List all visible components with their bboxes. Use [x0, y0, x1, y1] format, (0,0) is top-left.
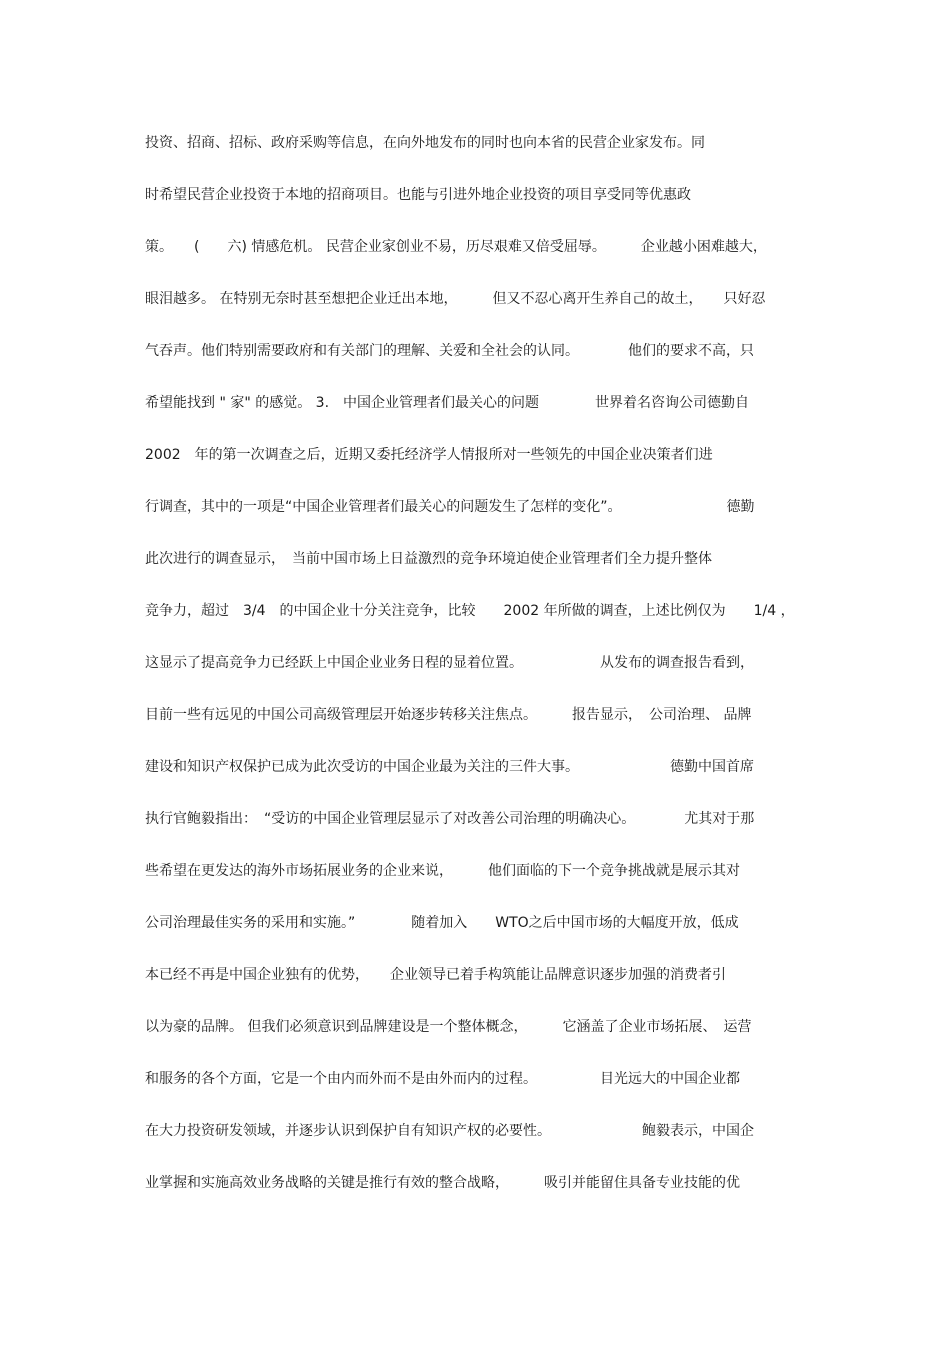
text-line: 以为豪的品牌。 但我们必须意识到品牌建设是一个整体概念， 它涵盖了企业市场拓展、 运营 [145, 1019, 752, 1035]
text-line: 眼泪越多。 在特别无奈时甚至想把企业迁出本地， 但又不忍心离开生养自己的故土， 只好忍 [145, 291, 766, 307]
text-line: 此次进行的调查显示， 当前中国市场上日益激烈的竞争环境迫使企业管理者们全力提升整体 [145, 551, 712, 567]
text-line: 这显示了提高竞争力已经跃上中国企业业务日程的显着位置。 从发布的调查报告看到， [145, 655, 754, 671]
text-line: 策。 ( 六) 情感危机。 民营企业家创业不易，历尽艰难又倍受屈辱。 企业越小困难越大， [145, 239, 767, 255]
text-line: 2002 年的第一次调查之后，近期又委托经济学人情报所对一些领先的中国企业决策者们进 [145, 447, 713, 463]
text-line: 竞争力，超过 3/4 的中国企业十分关注竞争，比较 2002 年所做的调查，上述比例仅为 1/4 ， [145, 603, 795, 619]
text-line: 和服务的各个方面，它是一个由内而外而不是由外而内的过程。 目光远大的中国企业都 [145, 1071, 740, 1087]
text-line: 在大力投资研发领域，并逐步认识到保护自有知识产权的必要性。 鲍毅表示，中国企 [145, 1123, 754, 1139]
text-line: 公司治理最佳实务的采用和实施。” 随着加入 WTO之后中国市场的大幅度开放，低成 [145, 915, 739, 931]
text-line: 些希望在更发达的海外市场拓展业务的企业来说， 他们面临的下一个竞争挑战就是展示其对 [145, 863, 740, 879]
text-line: 执行官鲍毅指出： “受访的中国企业管理层显示了对改善公司治理的明确决心。 尤其对于那 [145, 811, 755, 827]
text-line: 目前一些有远见的中国公司高级管理层开始逐步转移关注焦点。 报告显示， 公司治理、 品牌 [145, 707, 752, 723]
text-line: 本已经不再是中国企业独有的优势， 企业领导已着手构筑能让品牌意识逐步加强的消费者引 [145, 967, 726, 983]
text-line: 业掌握和实施高效业务战略的关键是推行有效的整合战略， 吸引并能留住具备专业技能的优 [145, 1175, 740, 1191]
text-line: 投资、招商、招标、政府采购等信息，在向外地发布的同时也向本省的民营企业家发布。同 [145, 135, 705, 151]
text-line: 建设和知识产权保护已成为此次受访的中国企业最为关注的三件大事。 德勤中国首席 [145, 759, 754, 775]
text-line: 行调查，其中的一项是“中国企业管理者们最关心的问题发生了怎样的变化”。 德勤 [145, 499, 755, 515]
text-line: 时希望民营企业投资于本地的招商项目。也能与引进外地企业投资的项目享受同等优惠政 [145, 187, 691, 203]
text-line: 希望能找到 " 家" 的感觉。 3. 中国企业管理者们最关心的问题 世界着名咨询公司德勤自 [145, 395, 750, 411]
text-line: 气吞声。他们特别需要政府和有关部门的理解、关爱和全社会的认同。 他们的要求不高，只 [145, 343, 754, 359]
